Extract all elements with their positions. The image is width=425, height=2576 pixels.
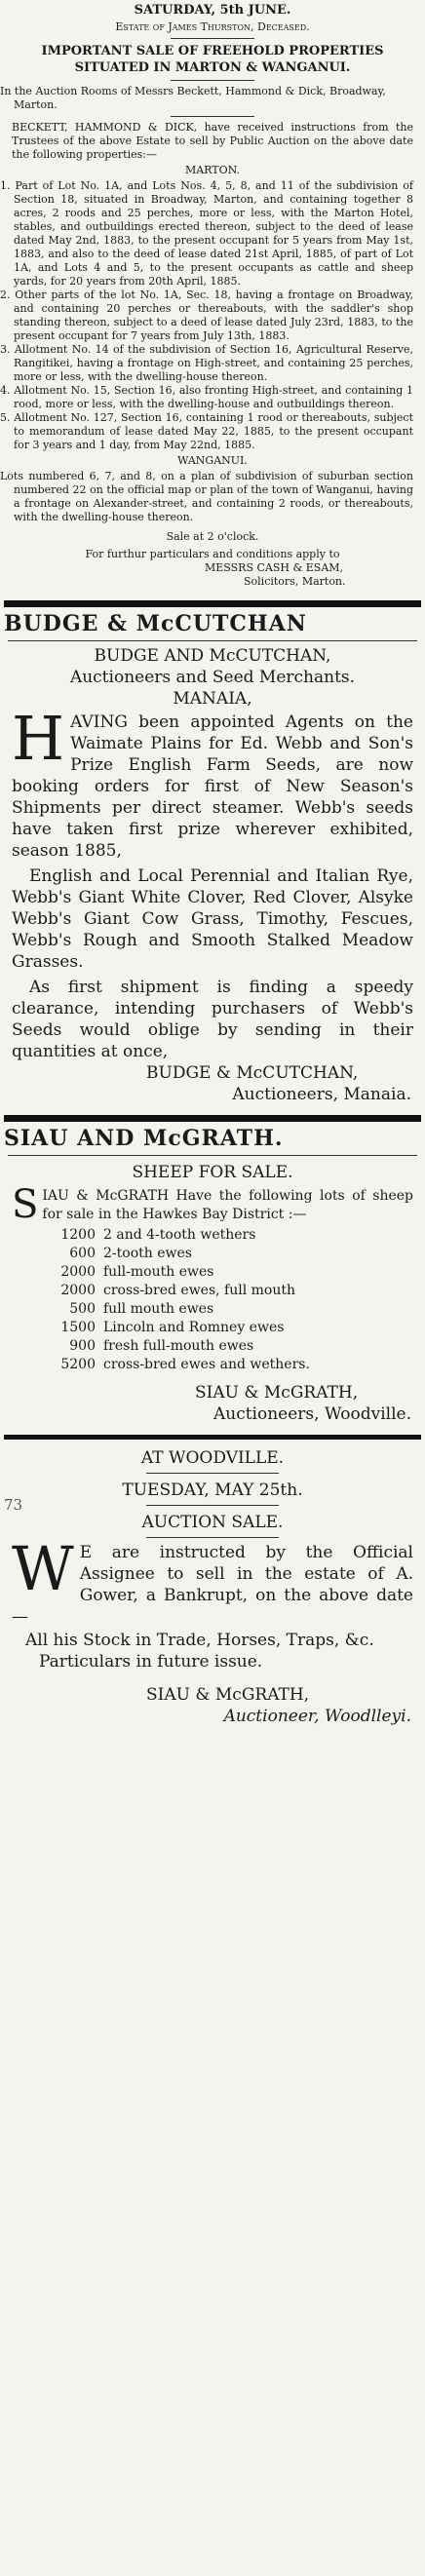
auction-body-text: E are instructed by the Official Assignee to sell in the estate of A. Gower, a Bankrupt, on the above date— <box>12 1543 413 1627</box>
auction-stock: All his Stock in Trade, Horses, Traps, &c. <box>25 1631 374 1650</box>
sheep-row <box>8 1226 310 1245</box>
section-divider <box>4 1435 421 1440</box>
divider <box>171 38 254 39</box>
sheep-row <box>8 1263 310 1282</box>
property-item-4: 4. Allotment No. 15, Section 16, also fronting High-street, and containing 1 rood, more or less, with the dwelling-house and outbuildings thereon. <box>0 384 413 410</box>
sheep-row <box>8 1245 310 1263</box>
sheep-quantity: 1500 <box>60 1320 96 1335</box>
divider <box>8 1155 417 1156</box>
sheep-signature-place: Auctioneers, Woodville. <box>212 1404 411 1424</box>
sale-time: Sale at 2 o'clock. <box>166 530 259 543</box>
solicitors-name: MESSRS CASH & ESAM, <box>205 561 344 574</box>
advert-signature: BUDGE & McCUTCHAN, <box>146 1063 359 1083</box>
drop-cap: W <box>12 1533 74 1604</box>
section-divider <box>4 1115 421 1122</box>
divider <box>146 1473 279 1474</box>
sheep-signature: SIAU & McGRATH, <box>195 1383 359 1403</box>
wanganui-lots: Lots numbered 6, 7, and 8, on a plan of subdivision of suburban section numbered 22 on the official map or plan of the town of Wanganui, having a frontage on Alexander-street, and containing 2 roods, or thereabouts, with the dwelling-house thereon. <box>0 470 413 523</box>
property-item-5: 5. Allotment No. 127, Section 16, containing 1 rood or thereabouts, subject to memorandum of lease dated May 22, 1885, to the present occupant for 3 years and 1 day, from May 22nd, 1885. <box>0 411 413 451</box>
sheep-description: cross-bred ewes and wethers. <box>103 1357 310 1372</box>
sheep-quantity: 2000 <box>60 1283 96 1298</box>
drop-cap: H <box>12 703 65 774</box>
notice-subtitle: In the Auction Rooms of Messrs Beckett, Hammond & Dick, Broadway, Marton. <box>0 85 386 111</box>
sheep-description: Lincoln and Romney ewes <box>103 1320 285 1335</box>
sheep-description: fresh full-mouth ewes <box>103 1338 254 1354</box>
sheep-intro-text: IAU & McGRATH Have the following lots of sheep for sale in the Hawkes Bay District :— <box>42 1188 413 1222</box>
sheep-row <box>8 1337 310 1356</box>
sheep-quantity: 5200 <box>60 1357 96 1372</box>
estate-sale-notice <box>0 0 425 589</box>
section-divider <box>4 600 421 607</box>
auction-place: AT WOODVILLE. <box>140 1448 285 1468</box>
particulars-line: For furthur particulars and conditions apply to <box>85 548 340 560</box>
margin-mark: 73 <box>4 1496 23 1514</box>
property-item-3: 3. Allotment No. 14 of the subdivision of Section 16, Agricultural Reserve, Rangitikei, having a frontage on High-street, and containing 25 perches, more or less, with the dwelling-house thereon. <box>0 343 413 383</box>
auction-signature-place: Auctioneer, Woodlleyi. <box>223 1707 411 1726</box>
advert-banner: SIAU AND McGRATH. <box>4 1126 284 1151</box>
sheep-quantity: 900 <box>69 1338 96 1354</box>
sheep-description: full mouth ewes <box>103 1301 214 1317</box>
sheep-quantity: 2000 <box>60 1264 96 1280</box>
sheep-list <box>8 1226 310 1374</box>
sheep-heading: SHEEP FOR SALE. <box>132 1163 293 1182</box>
marton-heading: MARTON. <box>184 164 241 176</box>
divider <box>171 116 254 117</box>
advert-banner: BUDGE & McCUTCHAN <box>4 611 307 636</box>
divider <box>8 640 417 641</box>
sheep-quantity: 600 <box>69 1246 96 1261</box>
auction-heading: AUCTION SALE. <box>141 1513 284 1532</box>
divider <box>146 1505 279 1506</box>
auction-date: TUESDAY, MAY 25th. <box>122 1480 303 1500</box>
sheep-description: 2 and 4-tooth wethers <box>103 1227 256 1243</box>
advert-closing: As first shipment is finding a speedy clearance, intending purchasers of Webb's Seeds would oblige by sending in their quantities at once, <box>12 978 413 1061</box>
budge-mccutchan-advert <box>0 607 425 1105</box>
sheep-quantity: 1200 <box>60 1227 96 1243</box>
sheep-quantity: 500 <box>69 1301 96 1317</box>
auction-body <box>0 1533 425 1628</box>
notice-intro: BECKETT, HAMMOND & DICK, have received instructions from the Trustees of the above Estate to sell by Public Auction on the above date the following properties:— <box>12 121 413 161</box>
sheep-intro <box>0 1182 425 1227</box>
sheep-row <box>8 1356 310 1374</box>
divider <box>171 80 254 81</box>
sheep-row <box>8 1282 310 1300</box>
advert-body <box>0 703 425 862</box>
grasses-list: English and Local Perennial and Italian Rye, Webb's Giant White Clover, Red Clover, Alsyke Webb's Giant Cow Grass, Timothy, Fescues, Webb's Rough and Smooth Stalked Meadow Grasses. <box>12 866 413 972</box>
property-item-1: 1. Part of Lot No. 1A, and Lots Nos. 4, 5, 8, and 11 of the subdivision of Section 18, situated in Broadway, Marton, and containing together 8 acres, 2 roods and 25 perches, more or less, with the Marton Hotel, stables, and outbuildings erected thereon, subject to the deed of lease dated May 2nd, 1883, to the present occupant for 5 years from May 1st, 1883, and also to the deed of lease dated 21st April, 1885, of part of Lot 1A, and Lots 4 and 5, to the present occupants as cattle and sheep yards, for 20 years from 20th April, 1885. <box>0 179 413 288</box>
firm-trade: Auctioneers and Seed Merchants. <box>69 668 356 687</box>
solicitors-place: Solicitors, Marton. <box>244 575 346 588</box>
sheep-description: full-mouth ewes <box>103 1264 214 1280</box>
wanganui-heading: WANGANUI. <box>177 454 248 467</box>
auction-future: Particulars in future issue. <box>39 1652 263 1672</box>
firm-name: BUDGE AND McCUTCHAN, <box>94 646 331 666</box>
sheep-description: 2-tooth ewes <box>103 1246 192 1261</box>
advert-body-text: AVING been appointed Agents on the Waimate Plains for Ed. Webb and Son's Prize English Farm Seeds, are now booking orders for first of New Season's Shipments per direct steamer. Webb's seeds have taken first prize wherever exhibited, season 1885, <box>12 712 413 861</box>
sheep-description: cross-bred ewes, full mouth <box>103 1283 296 1298</box>
siau-mcgrath-sheep-advert <box>0 1122 425 1425</box>
woodville-auction-notice <box>0 1447 425 1727</box>
divider <box>146 1537 279 1538</box>
advert-signature-place: Auctioneers, Manaia. <box>232 1085 411 1104</box>
auction-signature: SIAU & McGRATH, <box>146 1685 310 1705</box>
notice-title: IMPORTANT SALE OF FREEHOLD PROPERTIES SITUATED IN MARTON & WANGANUI. <box>41 44 384 75</box>
property-item-2: 2. Other parts of the lot No. 1A, Sec. 18, having a frontage on Broadway, and containing 20 perches or thereabouts, with the saddler's shop standing thereon, subject to a deed of lease dated July 23rd, 1883, to the present occupant for 7 years from July 13th, 1883. <box>0 288 413 342</box>
drop-cap: S <box>12 1182 39 1227</box>
sale-date: SATURDAY, 5th JUNE. <box>134 3 291 18</box>
sheep-row <box>8 1300 310 1319</box>
firm-place: MANAIA, <box>173 689 252 709</box>
sheep-row <box>8 1319 310 1337</box>
estate-name: Estate of James Thurston, Deceased. <box>115 20 310 33</box>
